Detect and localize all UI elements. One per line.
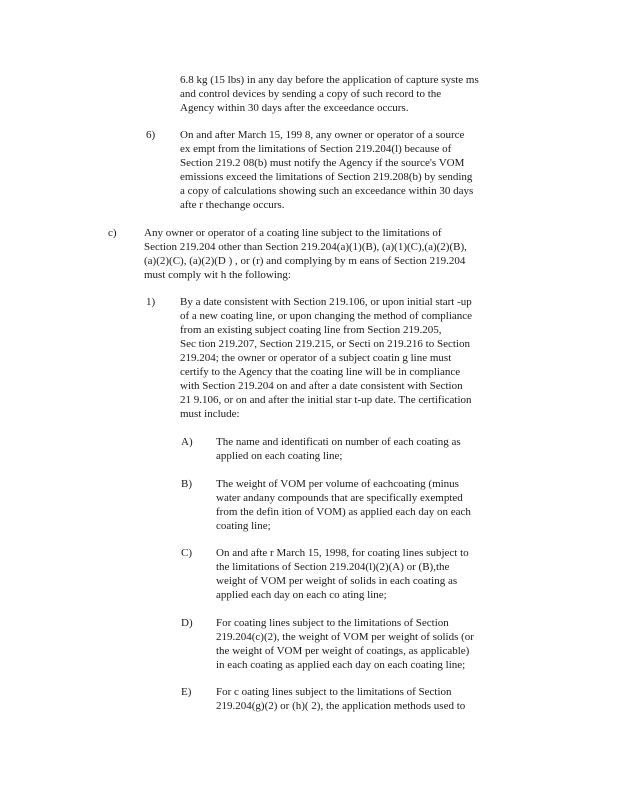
- text-line: On and afte r March 15, 1998, for coating lines subject to: [216, 547, 469, 559]
- text-line: and control devices by sending a copy of such record to the: [180, 88, 442, 100]
- text-line: must comply wit h the following:: [144, 269, 291, 281]
- text-line: in each coating as applied each day on each coating line;: [216, 659, 466, 671]
- text-line: the weight of VOM per weight of coatings, as applicable): [216, 645, 470, 657]
- text-line: must include:: [180, 408, 240, 420]
- text-line: By a date consistent with Section 219.106, or upon initial start -up: [180, 296, 472, 308]
- item-a-text: [216, 435, 461, 463]
- text-line: applied each day on each co ating line;: [216, 589, 387, 601]
- text-line: weight of VOM per weight of solids in each coating as: [216, 575, 458, 587]
- item-6-label: 6): [146, 129, 156, 141]
- text-line: For coating lines subject to the limitations of Section: [216, 617, 449, 629]
- text-line: 219.204(c)(2), the weight of VOM per weight of solids (or: [216, 631, 474, 643]
- text-line: certify to the Agency that the coating line will be in compliance: [180, 366, 461, 378]
- text-line: of a new coating line, or upon changing the method of compliance: [180, 310, 473, 322]
- item-d-text: [216, 616, 474, 672]
- item-e-text: [216, 685, 465, 713]
- text-line: 219.204; the owner or operator of a subject coatin g line must: [180, 352, 452, 364]
- item-b-label: B): [181, 478, 192, 490]
- text-line: Any owner or operator of a coating line subject to the limitations of: [144, 227, 442, 239]
- item-6-text: [180, 128, 473, 212]
- text-line: 6.8 kg (15 lbs) in any day before the application of capture syste ms: [180, 74, 479, 86]
- text-line: with Section 219.204 on and after a date consistent with Section: [180, 380, 463, 392]
- text-line: from the defin ition of VOM) as applied each day on each: [216, 506, 471, 518]
- item-c-upper-label: C): [181, 547, 192, 559]
- item-e-label: E): [181, 686, 192, 698]
- item-1-label: 1): [146, 296, 156, 308]
- text-line: The weight of VOM per volume of eachcoating (minus: [216, 478, 459, 490]
- text-line: 219.204(g)(2) or (h)( 2), the application methods used to: [216, 700, 466, 712]
- continued-paragraph: [180, 73, 479, 115]
- text-line: emissions exceed the limitations of Section 219.208(b) by sending: [180, 171, 473, 183]
- item-b-text: [216, 477, 471, 533]
- text-line: applied on each coating line;: [216, 450, 343, 462]
- text-line: water andany compounds that are specifically exempted: [216, 492, 463, 504]
- text-line: (a)(2)(C), (a)(2)(D ) , or (r) and complying by m eans of Section 219.204: [144, 255, 466, 267]
- text-line: 21 9.106, or on and after the initial star t-up date. The certification: [180, 394, 472, 406]
- item-c-text: [144, 226, 467, 282]
- text-line: Sec tion 219.207, Section 219.215, or Secti on 219.216 to Section: [180, 338, 470, 350]
- text-line: For c oating lines subject to the limitations of Section: [216, 686, 452, 698]
- text-line: a copy of calculations showing such an exceedance within 30 days: [180, 185, 474, 197]
- text-line: Agency within 30 days after the exceedance occurs.: [180, 102, 409, 114]
- item-c-upper-text: [216, 546, 469, 602]
- text-line: the limitations of Section 219.204(l)(2)(A) or (B),the: [216, 561, 450, 573]
- text-line: Section 219.2 08(b) must notify the Agency if the source's VOM: [180, 157, 465, 169]
- text-line: coating line;: [216, 520, 271, 532]
- item-1-text: [180, 295, 472, 421]
- text-line: afte r thechange occurs.: [180, 199, 285, 211]
- item-d-label: D): [181, 617, 193, 629]
- item-c-label: c): [108, 227, 117, 239]
- text-line: On and after March 15, 199 8, any owner or operator of a source: [180, 129, 465, 141]
- text-line: Section 219.204 other than Section 219.204(a)(1)(B), (a)(1)(C),(a)(2)(B),: [144, 241, 467, 253]
- text-line: from an existing subject coating line from Section 219.205,: [180, 324, 442, 336]
- item-a-label: A): [181, 436, 193, 448]
- text-line: ex empt from the limitations of Section 219.204(l) because of: [180, 143, 452, 155]
- text-line: The name and identificati on number of each coating as: [216, 436, 461, 448]
